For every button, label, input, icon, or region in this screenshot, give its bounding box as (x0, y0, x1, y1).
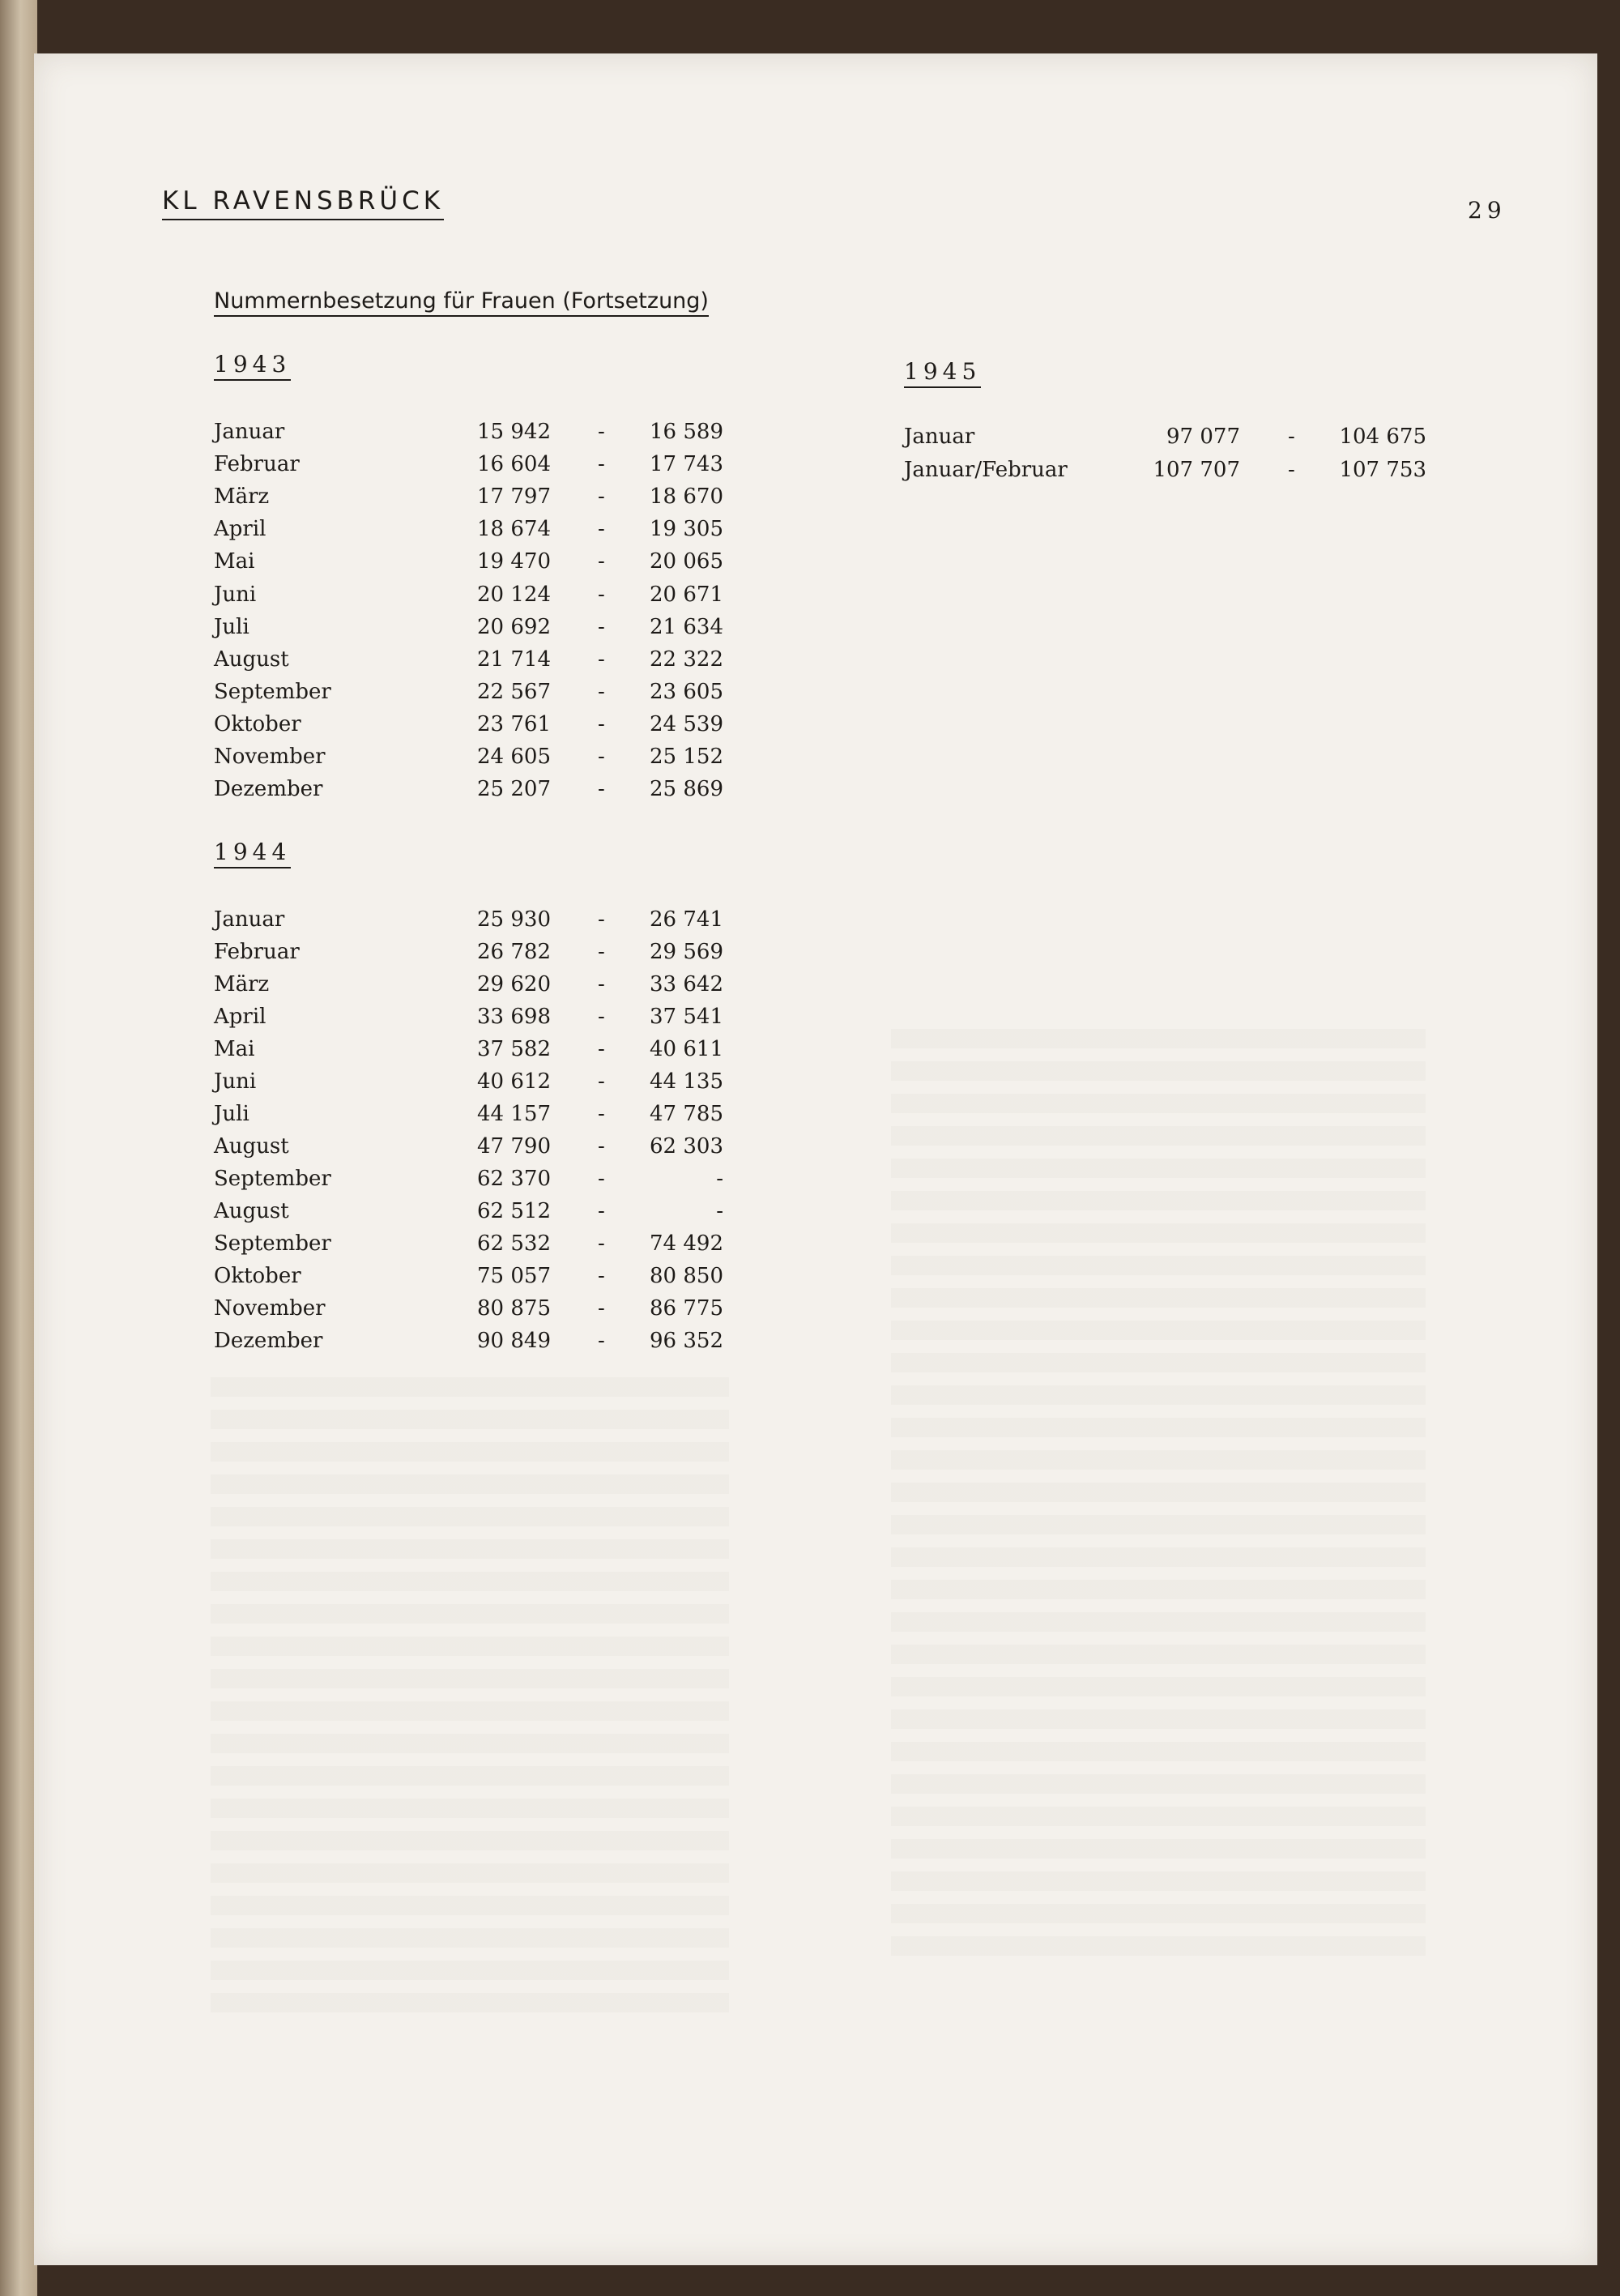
from-number-cell: 15 942 (477, 420, 551, 444)
range-dash: - (598, 745, 605, 769)
month-cell: November (214, 1296, 326, 1321)
month-cell: November (214, 745, 326, 769)
table-row (0, 708, 1620, 740)
month-cell: September (214, 1167, 331, 1191)
range-dash: - (598, 484, 605, 510)
table-row (0, 643, 1620, 676)
month-cell: September (214, 1231, 331, 1256)
from-number-cell: 107 707 (1153, 458, 1240, 482)
to-number-cell: 104 675 (1339, 425, 1426, 449)
month-cell: Juli (214, 614, 249, 639)
month-cell: August (214, 647, 289, 672)
table-row (0, 1033, 1620, 1065)
range-dash: - (598, 1134, 605, 1159)
to-number-cell: 62 303 (650, 1134, 723, 1159)
range-dash: - (598, 549, 605, 574)
from-number-cell: 62 370 (477, 1167, 551, 1191)
from-number-cell: 62 532 (477, 1231, 551, 1256)
to-number-cell: 20 671 (650, 582, 723, 607)
range-dash: - (598, 940, 605, 964)
from-number-cell: 47 790 (477, 1134, 551, 1159)
to-number-cell: 24 539 (650, 711, 723, 736)
table-row (0, 1195, 1620, 1227)
from-number-cell: 25 930 (477, 907, 551, 932)
to-number-cell: 44 135 (650, 1069, 723, 1094)
table-row (0, 578, 1620, 611)
year-heading-1945: 1945 (904, 358, 981, 388)
table-row (0, 1065, 1620, 1098)
table-row (0, 611, 1620, 643)
bleed-through-area (211, 1377, 729, 2025)
to-number-cell: 86 775 (650, 1296, 723, 1321)
range-dash: - (598, 420, 605, 444)
to-number-cell: 20 065 (650, 549, 723, 574)
range-dash: - (598, 1102, 605, 1126)
from-number-cell: 17 797 (477, 484, 551, 510)
month-cell: April (214, 1005, 266, 1029)
to-number-cell: 25 152 (650, 745, 723, 769)
table-row (0, 454, 1620, 486)
table-row (0, 420, 1620, 453)
month-cell: Januar (904, 425, 975, 449)
from-number-cell: 80 875 (477, 1296, 551, 1321)
month-cell: August (214, 1134, 289, 1159)
from-number-cell: 24 605 (477, 745, 551, 769)
range-dash: - (598, 711, 605, 736)
month-cell: September (214, 679, 331, 704)
table-row (0, 676, 1620, 708)
table-row (0, 1098, 1620, 1130)
from-number-cell: 22 567 (477, 679, 551, 704)
from-number-cell: 44 157 (477, 1102, 551, 1126)
month-cell: Juni (214, 1069, 257, 1094)
range-dash: - (598, 1167, 605, 1191)
table-row (0, 1325, 1620, 1357)
to-number-cell: 96 352 (650, 1329, 723, 1353)
range-dash: - (598, 452, 605, 477)
range-dash: - (598, 517, 605, 542)
to-number-cell: 74 492 (650, 1231, 723, 1256)
range-dash: - (598, 582, 605, 607)
range-dash: - (598, 1005, 605, 1029)
from-number-cell: 33 698 (477, 1005, 551, 1029)
range-dash: - (598, 1264, 605, 1288)
month-cell: Oktober (214, 711, 301, 736)
to-number-cell: 26 741 (650, 907, 723, 932)
month-cell: Mai (214, 1037, 255, 1061)
month-cell: Juni (214, 582, 257, 607)
to-number-cell: 22 322 (650, 647, 723, 672)
to-number-cell: 18 670 (650, 484, 723, 510)
to-number-cell: 80 850 (650, 1264, 723, 1288)
month-cell: April (214, 517, 266, 542)
to-number-cell: 29 569 (650, 940, 723, 964)
from-number-cell: 21 714 (477, 647, 551, 672)
range-dash: - (598, 1037, 605, 1061)
table-row (0, 1001, 1620, 1033)
from-number-cell: 90 849 (477, 1329, 551, 1353)
month-cell: März (214, 484, 270, 510)
from-number-cell: 25 207 (477, 777, 551, 802)
to-number-cell: 17 743 (650, 452, 723, 477)
to-number-cell: - (716, 1199, 723, 1223)
to-number-cell: 37 541 (650, 1005, 723, 1029)
month-cell: Juli (214, 1102, 249, 1126)
table-title: Nummernbesetzung für Frauen (Fortsetzung) (214, 288, 709, 317)
to-number-cell: 19 305 (650, 517, 723, 542)
month-cell: März (214, 972, 270, 996)
to-number-cell: 25 869 (650, 777, 723, 802)
table-row (0, 936, 1620, 968)
table-row (0, 1163, 1620, 1195)
from-number-cell: 18 674 (477, 517, 551, 542)
month-cell: Mai (214, 549, 255, 574)
table-row (0, 968, 1620, 1001)
to-number-cell: 107 753 (1339, 458, 1426, 482)
running-head: KL RAVENSBRÜCK (162, 186, 444, 220)
month-cell: Dezember (214, 777, 323, 802)
month-cell: August (214, 1199, 289, 1223)
to-number-cell: 21 634 (650, 614, 723, 639)
from-number-cell: 26 782 (477, 940, 551, 964)
from-number-cell: 37 582 (477, 1037, 551, 1061)
range-dash: - (1288, 458, 1295, 482)
range-dash: - (1288, 425, 1295, 449)
to-number-cell: - (716, 1167, 723, 1191)
range-dash: - (598, 1329, 605, 1353)
page-number: 29 (1468, 197, 1507, 224)
from-number-cell: 20 692 (477, 614, 551, 639)
range-dash: - (598, 972, 605, 996)
from-number-cell: 16 604 (477, 452, 551, 477)
to-number-cell: 23 605 (650, 679, 723, 704)
from-number-cell: 20 124 (477, 582, 551, 607)
range-dash: - (598, 647, 605, 672)
to-number-cell: 33 642 (650, 972, 723, 996)
to-number-cell: 47 785 (650, 1102, 723, 1126)
month-cell: Januar (214, 907, 285, 932)
table-row (0, 903, 1620, 936)
year-heading-1944: 1944 (214, 839, 291, 868)
table-row (0, 1227, 1620, 1260)
from-number-cell: 23 761 (477, 711, 551, 736)
month-cell: Oktober (214, 1264, 301, 1288)
range-dash: - (598, 1296, 605, 1321)
table-row (0, 773, 1620, 805)
month-cell: Dezember (214, 1329, 323, 1353)
from-number-cell: 40 612 (477, 1069, 551, 1094)
range-dash: - (598, 1069, 605, 1094)
from-number-cell: 29 620 (477, 972, 551, 996)
from-number-cell: 62 512 (477, 1199, 551, 1223)
table-row (0, 545, 1620, 578)
from-number-cell: 19 470 (477, 549, 551, 574)
range-dash: - (598, 907, 605, 932)
to-number-cell: 16 589 (650, 420, 723, 444)
from-number-cell: 75 057 (477, 1264, 551, 1288)
range-dash: - (598, 1231, 605, 1256)
table-row (0, 1292, 1620, 1325)
table-row (0, 1130, 1620, 1163)
from-number-cell: 97 077 (1166, 425, 1240, 449)
to-number-cell: 40 611 (650, 1037, 723, 1061)
month-cell: Januar/Februar (904, 458, 1068, 482)
year-heading-1943: 1943 (214, 351, 291, 381)
table-row (0, 740, 1620, 773)
month-cell: Februar (214, 452, 300, 477)
table-row (0, 513, 1620, 545)
month-cell: Februar (214, 940, 300, 964)
range-dash: - (598, 777, 605, 802)
month-cell: Januar (214, 420, 285, 444)
range-dash: - (598, 614, 605, 639)
table-row (0, 1260, 1620, 1292)
range-dash: - (598, 679, 605, 704)
range-dash: - (598, 1199, 605, 1223)
